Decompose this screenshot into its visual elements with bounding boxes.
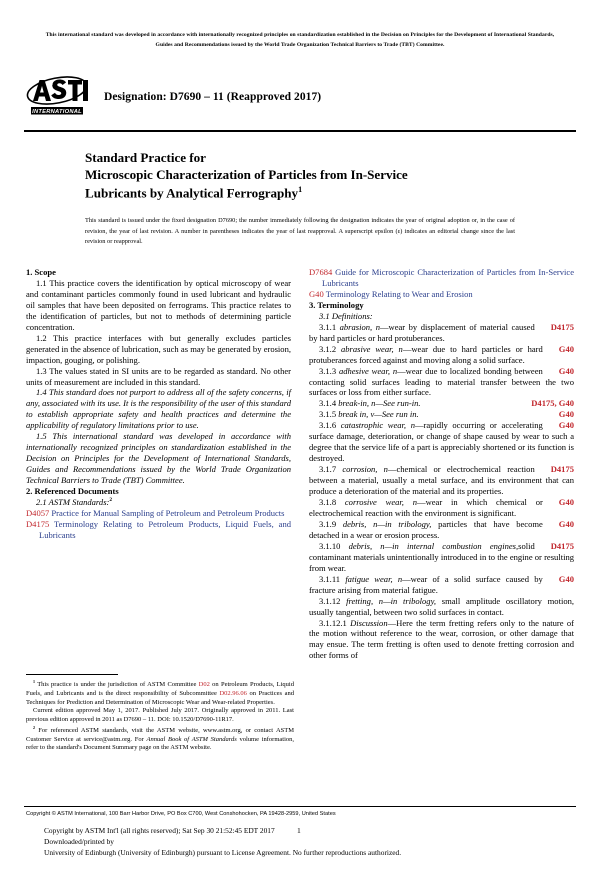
title-footnote-marker: 1 [298, 185, 303, 195]
wto-statement: This international standard was developed in accordance with internationally recognized principles on standardization established in the Decision on Principles for the Development of International Standards, Guides and Recommendations issued by the World Trade Organization Technical Barriers to Trade (TBT) Committee. [45, 32, 555, 48]
footnote-divider [26, 674, 118, 675]
body-columns [26, 267, 574, 661]
issued-under-note: This standard is issued under the fixed designation D7690; the number immediately following the designation indicates the year of original adoption or, in the case of revision, the year of last revision. A number in parentheses indicates the year of last reapproval. A superscript epsilon (ε) indicates an editorial change since the last revision or reapproval. [85, 217, 515, 245]
reference-code[interactable]: D4175 [26, 518, 50, 529]
designation-row [0, 70, 600, 123]
designation-label: Designation: D7690 – 11 (Reapproved 2017) [104, 91, 322, 104]
definition-source-tag[interactable]: G40 [558, 420, 574, 431]
right-column [309, 267, 574, 661]
header-divider [24, 130, 576, 132]
astm-standards-label: 2.1 ASTM Standards:$^2$ [36, 497, 113, 508]
astm-logo [24, 70, 90, 123]
definition-source-tag[interactable]: G40 [558, 497, 574, 508]
stamp-line-2: Downloaded/printed by [44, 836, 114, 846]
subcommittee-link[interactable]: D02.96.06 [219, 689, 247, 697]
reference-code[interactable]: D4057 [26, 507, 50, 518]
reference-item[interactable] [309, 267, 574, 289]
reference-title[interactable]: Practice for Manual Sampling of Petroleum and Petroleum Products [51, 507, 285, 518]
definition-3-1-7: D4175 3.1.7 corrosion, n—chemical or electrochemical reaction between a material, usually a metal surface, and its environment that can produce a deterioration of the material and its properties. [309, 464, 574, 497]
footer-divider [24, 806, 576, 807]
definition-3-1-8: G40 3.1.8 corrosive wear, n—wear in which chemical or electrochemical reaction with the environment is significant. [309, 497, 574, 518]
definition-3-1-1: D4175 3.1.1 abrasion, n—wear by displacement of material caused by hard particles or hard protuberances. [309, 321, 574, 343]
definition-3-1-5: G40 3.1.5 break in, v—See run in. [319, 409, 574, 420]
download-stamp [44, 826, 564, 859]
definition-source-tag[interactable]: D4175 [550, 321, 574, 332]
reference-title[interactable]: Terminology Relating to Wear and Erosion [325, 288, 473, 299]
definition-source-tag[interactable]: G40 [558, 365, 574, 376]
definition-3-1-2: G40 3.1.2 abrasive wear, n—wear due to hard particles or hard protuberances forced against and moving along a solid surface. [309, 343, 574, 365]
definition-3-1-9: G40 3.1.9 debris, n—in tribology, particles that have become detached in a wear or erosion process. [309, 518, 574, 540]
definition-source-tag[interactable]: G40 [558, 409, 574, 420]
definition-source-tag[interactable]: D4175, G40 [531, 398, 574, 409]
reference-code[interactable]: G40 [309, 288, 324, 299]
document-title [85, 149, 515, 203]
heading-terminology: 3. Terminology [309, 299, 364, 310]
scope-1-4: 1.4 This standard does not purport to address all of the safety concerns, if any, associated with its use. It is the responsibility of the user of this standard to establish appropriate safety and health practices and determine the applicability of regulatory limitations prior to use. [26, 387, 291, 431]
definition-3-1-10: D4175 3.1.10 debris, n—in internal combustion engines,solid contaminant materials unintentionally introduced in to the engine or resulting from wear. [309, 540, 574, 573]
definition-3-1-12: 3.1.12 fretting, n—in tribology, small amplitude oscillatory motion, usually tangential, between two solid surfaces in contact. [309, 595, 575, 617]
scope-1-1: 1.1 This practice covers the identification by optical microscopy of wear and contaminant particles commonly found in used lubricant and hydraulic oil samples that have been deposited on ferrograms. This practice relates to the identification of particles, but not to methods of determining particle concentration. [26, 277, 291, 332]
definitions-label: 3.1 Definitions: [319, 310, 373, 321]
reference-title[interactable]: Guide for Microscopic Characterization of Particles from In-Service Lubricants [322, 267, 575, 288]
heading-scope: 1. Scope [26, 267, 56, 277]
document-page [0, 31, 600, 881]
page-number: 1 [297, 826, 301, 835]
reference-item[interactable] [309, 289, 574, 300]
scope-1-3: 1.3 The values stated in SI units are to be regarded as standard. No other units of measurement are included in this standard. [26, 365, 291, 387]
copyright-line: Copyright © ASTM International, 100 Barr Harbor Drive, PO Box C700, West Conshohocken, PA 19428-2959, United States [26, 811, 336, 817]
definition-3-1-6: G40 3.1.6 catastrophic wear, n—rapidly occurring or accelerating surface damage, deterioration, or change of shape caused by wear to such a degree that the service life of a part is appreciably shortened or its function is destroyed. [309, 420, 574, 464]
footnote-1: $^1$ This practice is under the jurisdiction of ASTM Committee D02 on Petroleum Products, Liquid Fuels, and Lubricants and is the direct responsibility of Subcommittee D02.96.06 on Practices and Techniques for Prediction and Determination of Microscopic Wear and Wear-related Properties. [26, 679, 294, 706]
scope-1-5: 1.5 This international standard was developed in accordance with internationally recognized principles on standardization established in the Decision on Principles for the Development of International Standards, Guides and Recommendations issued by the World Trade Organization Technical Barriers to Trade (TBT) Committee. [26, 431, 291, 486]
discussion-3-1-12-1: 3.1.12.1 Discussion—Here the term fretting refers only to the nature of the motion without reference to the wear, corrosion, or other damage that may ensue. The term fretting is often used to denote fretting corrosion and other forms of [309, 617, 574, 661]
reference-title[interactable]: Terminology Relating to Petroleum Products, Liquid Fuels, and Lubricants [39, 518, 292, 540]
title-line-3: Lubricants by Analytical Ferrography$^1$ [85, 185, 303, 201]
left-column [26, 267, 291, 661]
title-line-2: Microscopic Characterization of Particles from In-Service [85, 167, 408, 183]
reference-item[interactable] [26, 508, 291, 519]
reference-code[interactable]: D7684 [309, 267, 333, 277]
committee-link[interactable]: D02 [198, 681, 210, 689]
definition-source-tag[interactable]: G40 [558, 343, 574, 354]
refs-footnote-marker: 2 [109, 497, 113, 504]
footnote-2-marker: 2 [33, 724, 36, 730]
reference-item[interactable] [26, 519, 291, 541]
definition-3-1-3: G40 3.1.3 adhesive wear, n—wear due to localized bonding between contacting solid surfaces leading to material transfer between the two surfaces or loss from either surface. [309, 365, 574, 398]
footnotes-block [26, 679, 294, 753]
definition-source-tag[interactable]: D4175 [550, 540, 574, 551]
definition-source-tag[interactable]: D4175 [550, 464, 574, 475]
scope-1-2: 1.2 This practice interfaces with but generally excludes particles generated in the absence of lubrication, such as may be generated by erosion, impaction, gouging, or polishing. [26, 332, 291, 365]
definition-3-1-4: D4175, G40 3.1.4 break-in, n—See run-in. [319, 398, 574, 409]
definition-source-tag[interactable]: G40 [558, 573, 574, 584]
stamp-line-1: Copyright by ASTM Int'l (all rights reserved); Sat Sep 30 21:52:45 EDT 2017 [44, 826, 275, 835]
stamp-line-3: University of Edinburgh (University of Edinburgh) pursuant to License Agreement. No further reproductions authorized. [44, 847, 402, 857]
definition-source-tag[interactable]: G40 [558, 518, 574, 529]
heading-referenced-documents: 2. Referenced Documents [26, 486, 119, 497]
title-line-1: Standard Practice for [85, 149, 206, 165]
svg-text:INTERNATIONAL: INTERNATIONAL [32, 108, 82, 115]
footnote-2: $^2$ For referenced ASTM standards, visit the ASTM website, www.astm.org, or contact ASTM Customer Service at service@astm.org. For Annual Book of ASTM Standards volume information, refer to the standard's Document Summary page on the ASTM website. [26, 724, 295, 752]
footnote-1-marker: 1 [33, 679, 36, 684]
footnote-edition-info: Current edition approved May 1, 2017. Published July 2017. Originally approved in 2011. Last previous edition approved in 2011 as D7690 – 11. DOI: 10.1520/D7690-11R17. [26, 707, 294, 724]
definition-3-1-11: G40 3.1.11 fatigue wear, n—wear of a solid surface caused by fracture arising from material fatigue. [309, 573, 574, 595]
